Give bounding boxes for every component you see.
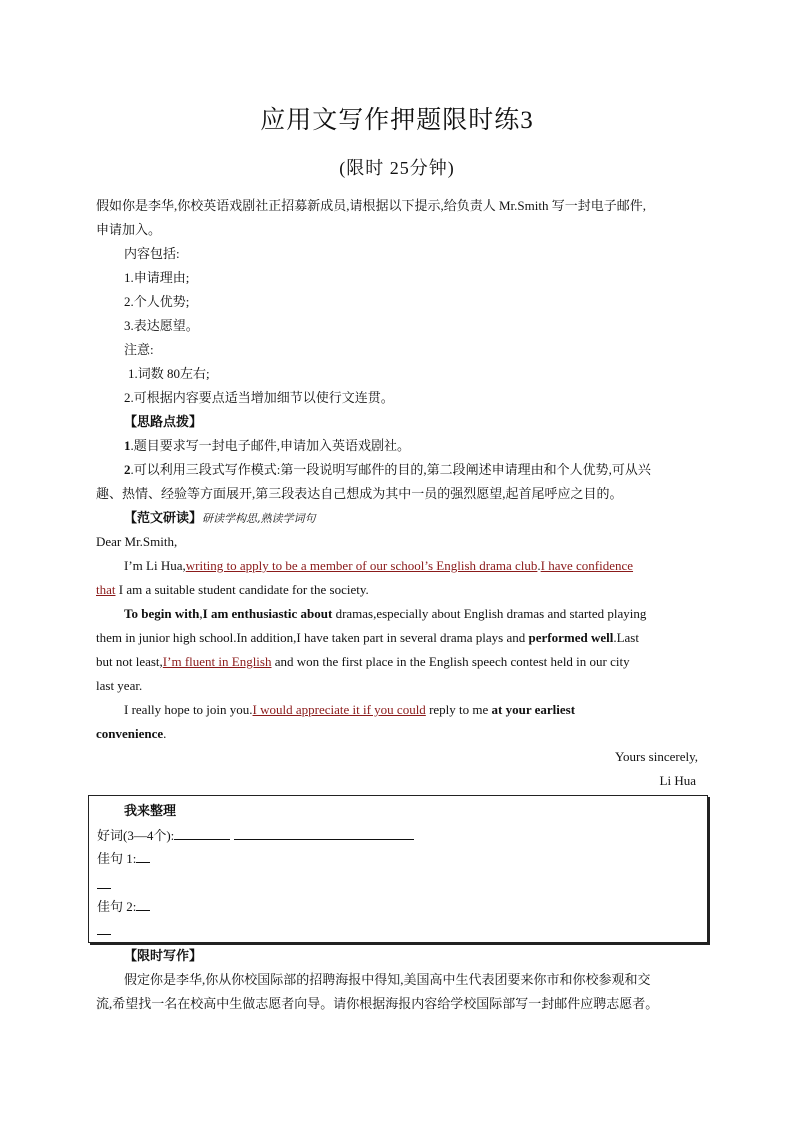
- letter-p3-line2: [96, 725, 166, 743]
- letter-phrase-appreciate: I would appreciate it if you could: [252, 702, 426, 717]
- letter-phrase-fluent: I’m fluent in English: [162, 654, 272, 669]
- thinking-header: 【思路点拨】: [124, 414, 203, 429]
- sentence-2-blank[interactable]: [136, 898, 150, 911]
- timed-header: 【限时写作】: [124, 948, 203, 963]
- prompt-line-1: 假如你是李华,你校英语戏剧社正招募新成员,请根据以下提示,给负责人 Mr.Smith 写一封电子邮件,: [96, 198, 646, 213]
- timed-prompt-line-1: 假定你是李华,你从你校国际部的招聘海报中得知,美国高中生代表团要来你市和你校参观和交: [124, 972, 651, 987]
- timed-prompt-line-2: 流,希望找一名在校高中生做志愿者向导。请你根据海报内容给学校国际部写一封邮件应聘志愿者。: [96, 996, 659, 1011]
- page-title: 应用文写作押题限时练3: [260, 107, 534, 134]
- letter-phrase-confidence: I have confidence: [540, 558, 634, 573]
- good-words-label: 好词(3—4个):: [97, 828, 175, 843]
- letter-phrase-confidence-cont: that: [96, 582, 116, 597]
- letter-p1-intro: I’m Li Hua,: [124, 558, 186, 573]
- model-header-label: 【范文研读】: [124, 510, 203, 525]
- letter-signature: Li Hua: [659, 773, 696, 788]
- letter-p1-end: I am a suitable student candidate for the society.: [115, 582, 369, 597]
- thinking-point-2-number: 2: [124, 462, 131, 477]
- letter-p2-text2: them in junior high school.In addition,I have taken part in several drama plays and: [96, 630, 529, 645]
- content-label: 内容包括:: [124, 246, 180, 261]
- sentence-2-row: [97, 898, 150, 916]
- thinking-point-1-number: 1: [124, 438, 131, 453]
- letter-p3-text1: I really hope to join you.: [124, 702, 253, 717]
- sentence-2-label: 佳句 2:: [97, 899, 137, 914]
- letter-p2-comma: ,: [199, 606, 203, 621]
- letter-phrase-begin: To begin with: [124, 606, 200, 621]
- model-header-note: 研读学构思,熟读学词句: [202, 512, 316, 525]
- thinking-point-2-cont: 趣、热情、经验等方面展开,第三段表达自己想成为其中一员的强烈愿望,起首尾呼应之目的。: [96, 486, 623, 501]
- sentence-1-row: [97, 850, 150, 868]
- letter-p3-line1: [124, 701, 575, 719]
- sentence-2-blank-2[interactable]: [97, 922, 111, 935]
- letter-p2-line3: [96, 653, 630, 671]
- thinking-point-2: [124, 461, 651, 479]
- prompt-line-2: 申请加入。: [96, 222, 162, 237]
- sentence-1-label: 佳句 1:: [97, 851, 137, 866]
- letter-p1-line1: [124, 557, 633, 575]
- organize-box: [88, 795, 708, 943]
- letter-p2-text1: dramas,especially about English dramas and started playing: [332, 606, 647, 621]
- letter-p2-line4: last year.: [96, 678, 143, 693]
- thinking-point-1: [124, 437, 410, 455]
- letter-closing: Yours sincerely,: [614, 749, 698, 764]
- note-2: 2.可根据内容要点适当增加细节以使行文连贯。: [124, 390, 394, 405]
- letter-phrase-apply: writing to apply to be a member of our school’s English drama club: [185, 558, 538, 573]
- content-item-2: 2.个人优势;: [124, 294, 190, 309]
- sentence-1-blank-2[interactable]: [97, 876, 111, 889]
- letter-p2-line1: [124, 605, 646, 623]
- letter-phrase-performed: performed well: [528, 630, 614, 645]
- letter-phrase-enthusiastic: I am enthusiastic about: [202, 606, 333, 621]
- thinking-point-1-text: .题目要求写一封电子邮件,申请加入英语戏剧社。: [130, 438, 411, 453]
- sentence-1-cont: [97, 876, 111, 894]
- letter-greeting: Dear Mr.Smith,: [96, 534, 178, 549]
- good-words-blank-1[interactable]: [174, 827, 230, 840]
- letter-p3-period: .: [163, 726, 167, 741]
- letter-p3-text2: reply to me: [425, 702, 492, 717]
- letter-p2-line2: [96, 629, 639, 647]
- notes-label: 注意:: [124, 342, 154, 357]
- sentence-2-cont: [97, 922, 111, 940]
- letter-p2-text4: but not least,: [96, 654, 163, 669]
- good-words-row: [97, 827, 414, 845]
- letter-phrase-earliest: at your earliest: [491, 702, 576, 717]
- content-item-1: 1.申请理由;: [124, 270, 190, 285]
- time-limit: (限时 25分钟): [339, 158, 455, 178]
- letter-p2-text3: .Last: [613, 630, 639, 645]
- letter-phrase-convenience: convenience: [96, 726, 164, 741]
- letter-p2-text5: and won the first place in the English speech contest held in our city: [271, 654, 630, 669]
- sentence-1-blank[interactable]: [136, 850, 150, 863]
- thinking-point-2-text: .可以利用三段式写作模式:第一段说明写邮件的目的,第二段阐述申请理由和个人优势,可从兴: [130, 462, 651, 477]
- note-1: 1.词数 80左右;: [128, 366, 210, 381]
- letter-p1-line2: [96, 581, 369, 599]
- model-header: [124, 509, 316, 528]
- content-item-3: 3.表达愿望。: [124, 318, 199, 333]
- good-words-blank-2[interactable]: [234, 827, 414, 840]
- letter-p1-period: .: [537, 558, 541, 573]
- organize-header: 我来整理: [124, 803, 177, 818]
